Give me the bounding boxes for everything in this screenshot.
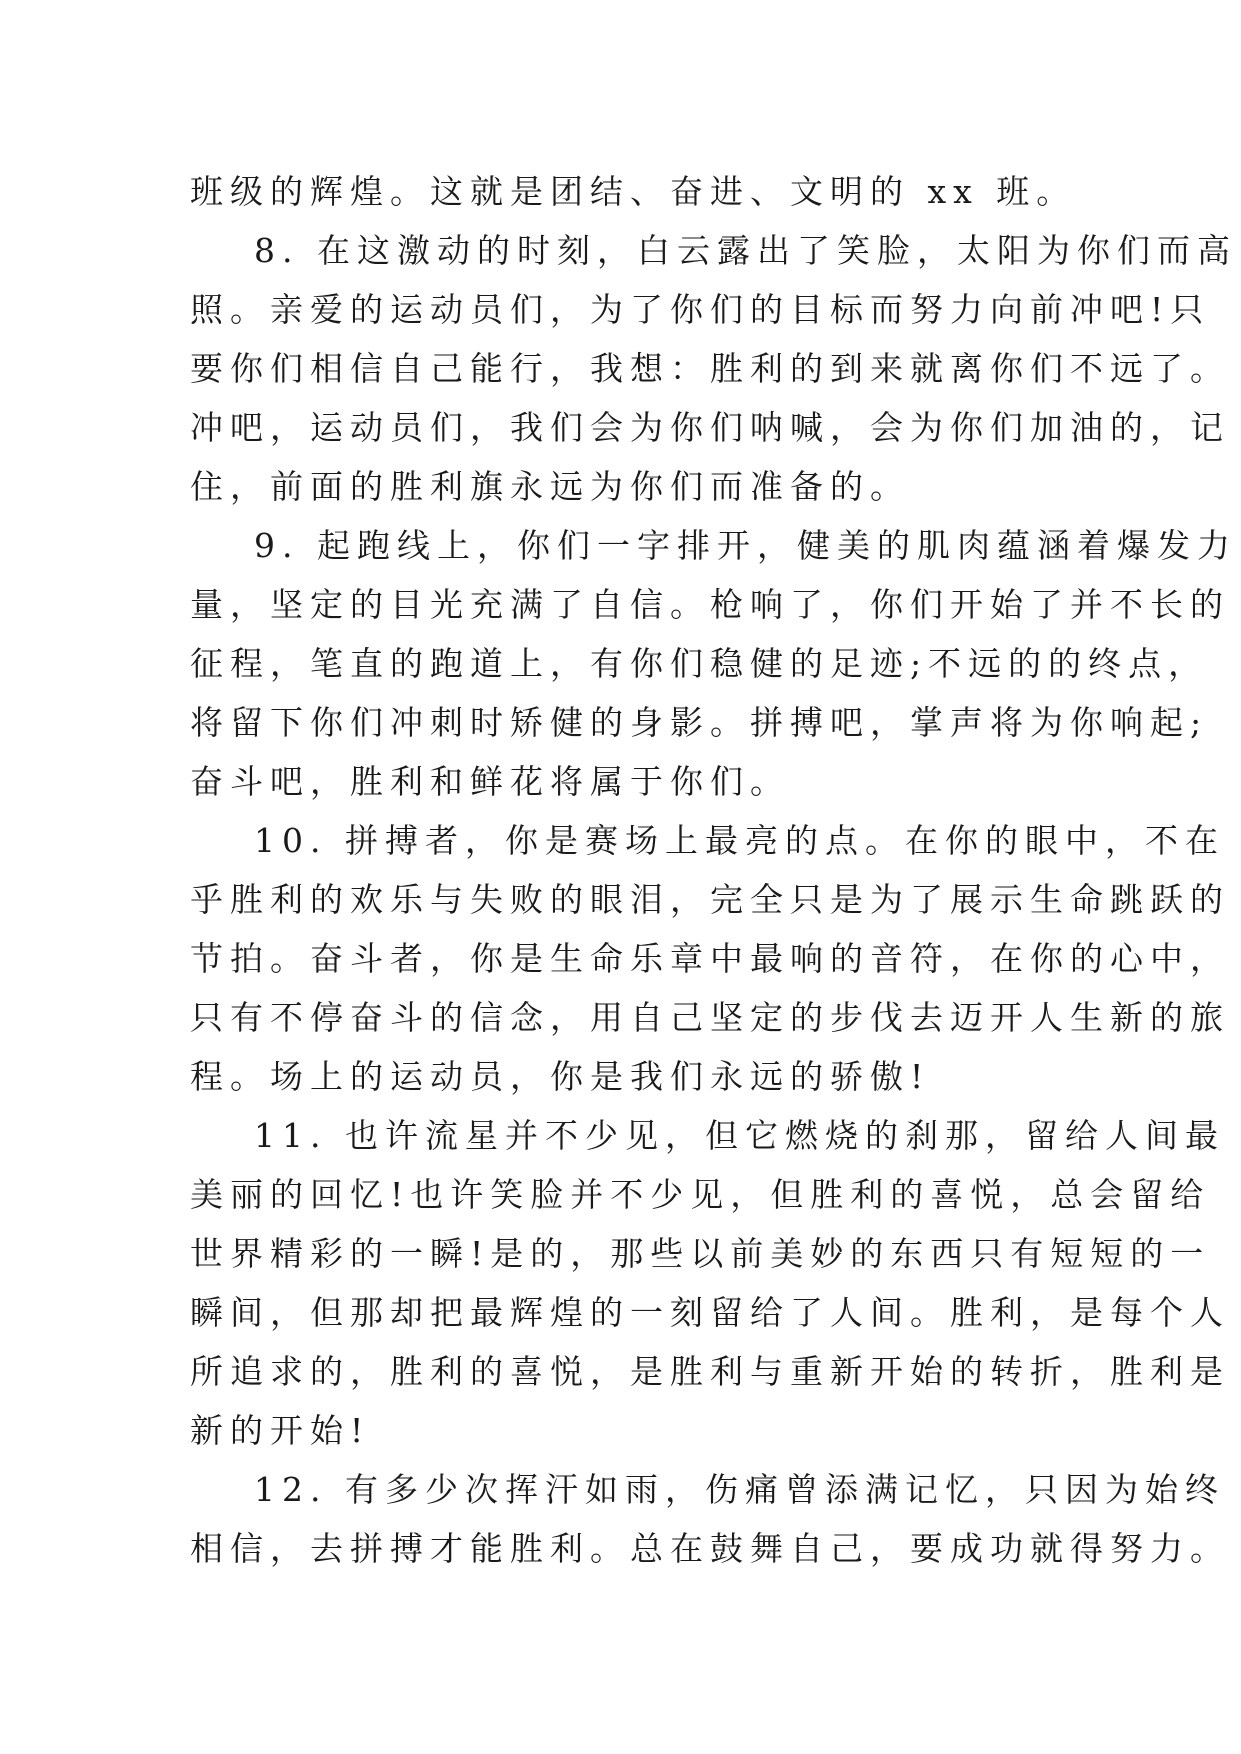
text-line: 12. 有多少次挥汗如雨，伤痛曾添满记忆，只因为始终 [254, 1470, 1225, 1509]
text-line: 世界精彩的一瞬!是的，那些以前美妙的东西只有短短的一 [190, 1234, 1211, 1273]
text-line: 住，前面的胜利旗永远为你们而准备的。 [190, 467, 910, 506]
text-line: 8. 在这激动的时刻，白云露出了笑脸，太阳为你们而高 [254, 231, 1237, 270]
text-line: 将留下你们冲刺时矫健的身影。拼搏吧，掌声将为你响起; [190, 703, 1209, 742]
text-line: 征程，笔直的跑道上，有你们稳健的足迹;不远的的终点， [190, 644, 1209, 683]
text-line: 乎胜利的欢乐与失败的眼泪，完全只是为了展示生命跳跃的 [190, 880, 1230, 919]
document-page [190, 162, 1237, 1578]
text-line: 11. 也许流星并不少见，但它燃烧的刹那，留给人间最 [254, 1116, 1225, 1155]
text-line: 瞬间，但那却把最辉煌的一刻留给了人间。胜利，是每个人 [190, 1293, 1230, 1332]
text-line: 相信，去拼搏才能胜利。总在鼓舞自己，要成功就得努力。 [190, 1529, 1230, 1568]
text-line: 节拍。奋斗者，你是生命乐章中最响的音符，在你的心中， [190, 939, 1230, 978]
text-line: 奋斗吧，胜利和鲜花将属于你们。 [190, 762, 790, 801]
text-line: 程。场上的运动员，你是我们永远的骄傲! [190, 1057, 931, 1096]
text-line: 冲吧，运动员们，我们会为你们呐喊，会为你们加油的，记 [190, 408, 1230, 447]
text-line: 9. 起跑线上，你们一字排开，健美的肌肉蕴涵着爆发力 [254, 526, 1237, 565]
text-line: 所追求的，胜利的喜悦，是胜利与重新开始的转折，胜利是 [190, 1352, 1230, 1391]
text-line: 10. 拼搏者，你是赛场上最亮的点。在你的眼中，不在 [254, 821, 1225, 860]
text-line: 班级的辉煌。这就是团结、奋进、文明的 xx 班。 [190, 172, 1077, 211]
text-line: 新的开始! [190, 1411, 371, 1450]
text-line: 美丽的回忆!也许笑脸并不少见，但胜利的喜悦，总会留给 [190, 1175, 1211, 1214]
text-line: 要你们相信自己能行，我想：胜利的到来就离你们不远了。 [190, 349, 1230, 388]
text-line: 只有不停奋斗的信念，用自己坚定的步伐去迈开人生新的旅 [190, 998, 1230, 1037]
text-line: 量，坚定的目光充满了自信。枪响了，你们开始了并不长的 [190, 585, 1230, 624]
text-line: 照。亲爱的运动员们，为了你们的目标而努力向前冲吧!只 [190, 290, 1211, 329]
